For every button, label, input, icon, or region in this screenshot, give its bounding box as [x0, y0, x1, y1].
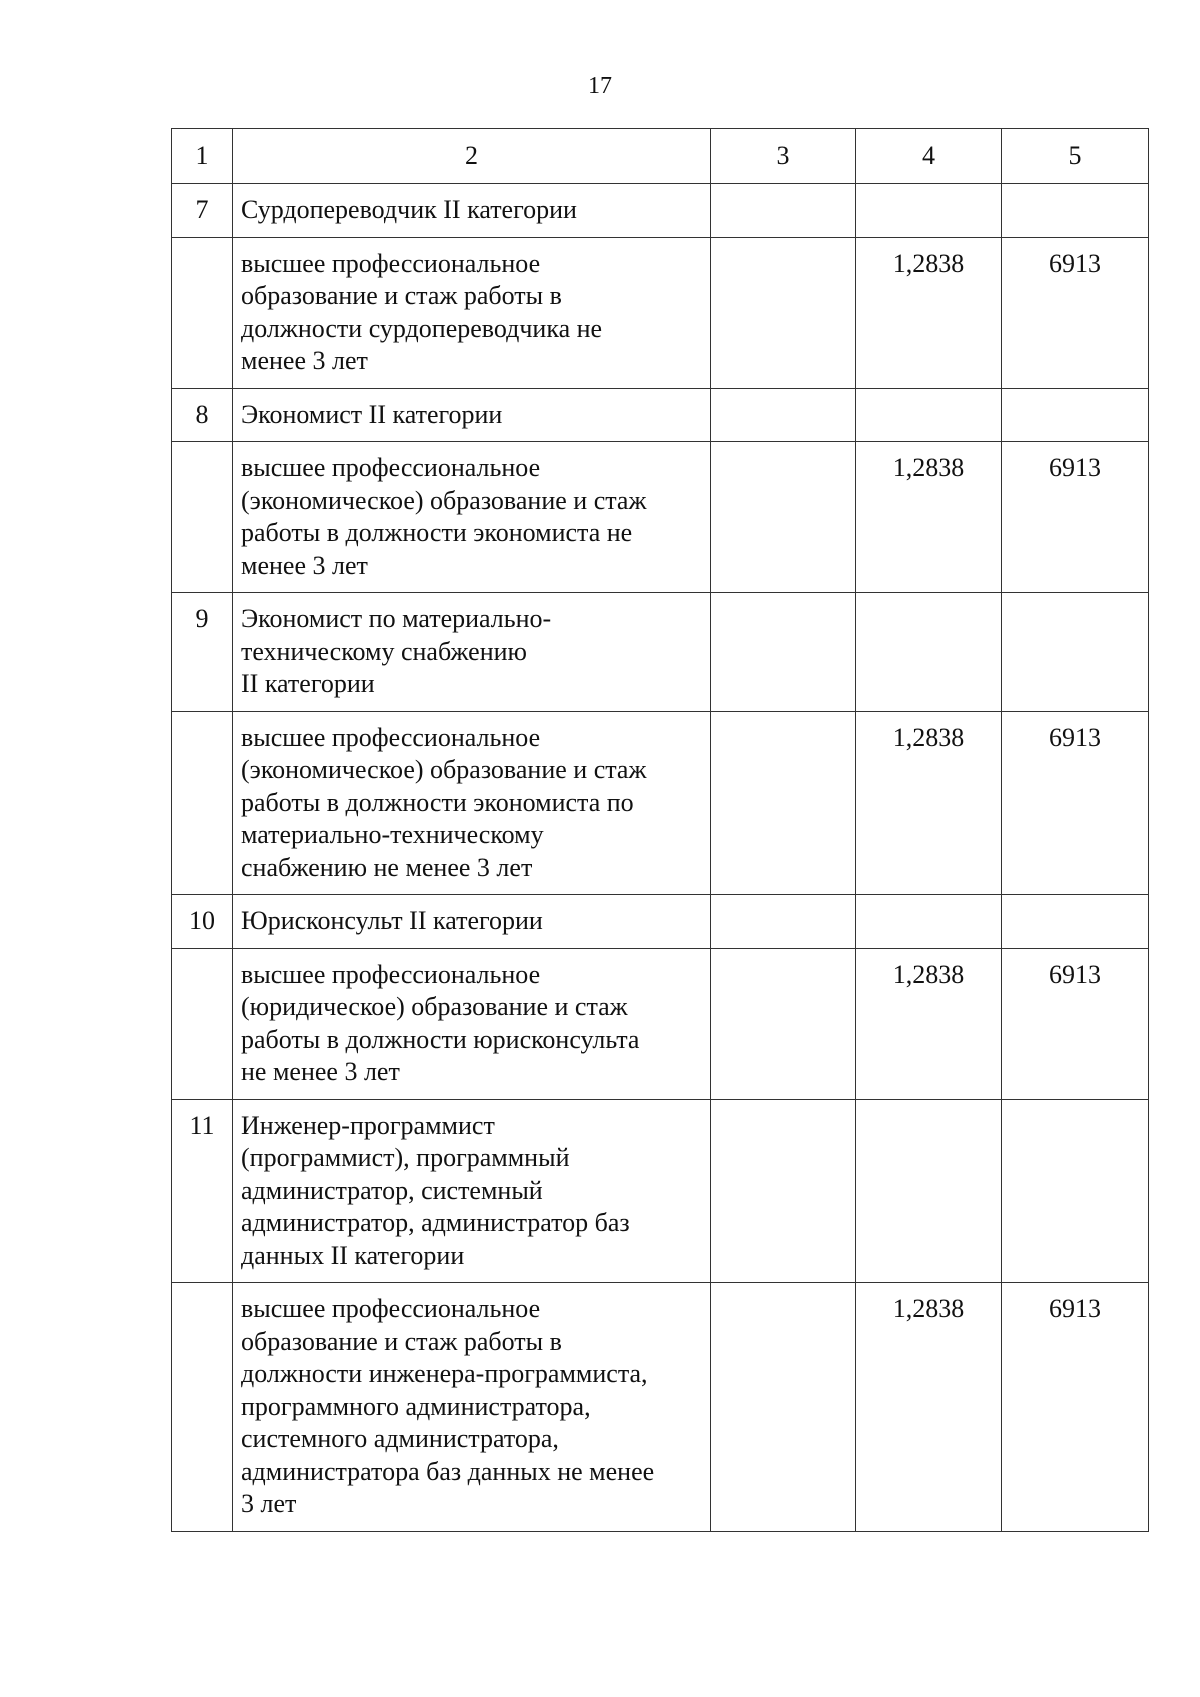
page-number: 17	[588, 73, 612, 99]
coefficient-cell: 1,2838	[856, 1283, 1002, 1532]
row-description-cell	[233, 593, 711, 712]
column-3-cell	[711, 1099, 856, 1283]
description-line: высшее профессиональное	[241, 453, 541, 482]
table-row	[172, 948, 1149, 1099]
row-number-cell	[172, 442, 233, 593]
column-3-cell	[711, 895, 856, 949]
table-row	[172, 1283, 1149, 1532]
description-line: работы в должности юрисконсульта	[241, 1024, 640, 1054]
row-number-cell: 10	[172, 895, 233, 949]
description-line: (экономическое) образование и стаж	[241, 755, 647, 784]
column-header: 4	[856, 129, 1002, 184]
description-line: администратора баз данных не менее	[241, 1456, 655, 1486]
coefficient-cell: 1,2838	[856, 237, 1002, 388]
description-line: высшее профессиональное	[241, 722, 541, 752]
row-number-cell: 8	[172, 388, 233, 442]
row-description-cell	[233, 948, 711, 1099]
description-line: Экономист по материально-	[241, 604, 552, 633]
column-3-cell	[711, 237, 856, 388]
column-3-cell	[711, 442, 856, 593]
description-line: Сурдопереводчик II категории	[241, 195, 577, 224]
description-line: снабжению не менее 3 лет	[241, 852, 533, 882]
description-line: материально-техническому	[241, 820, 544, 849]
coefficient-cell	[856, 184, 1002, 238]
description-line: системного администратора,	[241, 1424, 559, 1453]
salary-cell	[1002, 388, 1149, 442]
row-description-cell	[233, 711, 711, 895]
description-line: работы в должности экономиста не	[241, 518, 633, 547]
description-line: данных II категории	[241, 1240, 465, 1270]
description-line: (экономическое) образование и стаж	[241, 485, 647, 515]
salary-cell: 6913	[1002, 711, 1149, 895]
row-number-cell: 11	[172, 1099, 233, 1283]
salary-cell: 6913	[1002, 237, 1149, 388]
description-line: высшее профессиональное	[241, 248, 541, 278]
description-line: работы в должности экономиста по	[241, 787, 634, 817]
description-line: менее 3 лет	[241, 550, 368, 580]
salary-cell: 6913	[1002, 948, 1149, 1099]
table-row	[172, 442, 1149, 593]
description-line: высшее профессиональное	[241, 1294, 541, 1323]
column-3-cell	[711, 184, 856, 238]
column-header: 5	[1002, 129, 1149, 184]
table-row	[172, 711, 1149, 895]
column-3-cell	[711, 711, 856, 895]
salary-cell: 6913	[1002, 442, 1149, 593]
table-row	[172, 593, 1149, 712]
coefficient-cell: 1,2838	[856, 442, 1002, 593]
description-line: (юридическое) образование и стаж	[241, 992, 628, 1021]
description-line: должности инженера-программиста,	[241, 1359, 648, 1388]
salary-cell	[1002, 184, 1149, 238]
description-line: 3 лет	[241, 1489, 297, 1518]
table-row	[172, 184, 1149, 238]
table-row	[172, 1099, 1149, 1283]
description-line: менее 3 лет	[241, 346, 368, 375]
table-header-row	[172, 129, 1149, 184]
salary-cell	[1002, 1099, 1149, 1283]
column-header: 2	[233, 129, 711, 184]
column-3-cell	[711, 388, 856, 442]
description-line: Инженер-программист	[241, 1110, 495, 1140]
row-number-cell	[172, 1283, 233, 1532]
description-line: II категории	[241, 669, 375, 698]
table-row	[172, 895, 1149, 949]
description-line: должности сурдопереводчика не	[241, 313, 603, 343]
description-line: высшее профессиональное	[241, 959, 541, 989]
coefficient-cell: 1,2838	[856, 948, 1002, 1099]
row-description-cell	[233, 895, 711, 949]
row-description-cell	[233, 442, 711, 593]
column-3-cell	[711, 948, 856, 1099]
description-line: образование и стаж работы в	[241, 1326, 562, 1356]
coefficient-cell	[856, 1099, 1002, 1283]
column-header: 1	[172, 129, 233, 184]
description-line: не менее 3 лет	[241, 1057, 400, 1086]
row-number-cell	[172, 948, 233, 1099]
row-description-cell	[233, 1283, 711, 1532]
table-row	[172, 237, 1149, 388]
coefficient-cell	[856, 388, 1002, 442]
table-row	[172, 388, 1149, 442]
description-line: техническому снабжению	[241, 636, 527, 666]
description-line: администратор, системный	[241, 1175, 543, 1205]
row-number-cell: 9	[172, 593, 233, 712]
description-line: (программист), программный	[241, 1143, 570, 1172]
row-description-cell	[233, 388, 711, 442]
salary-cell	[1002, 593, 1149, 712]
salary-cell: 6913	[1002, 1283, 1149, 1532]
row-number-cell	[172, 711, 233, 895]
description-line: администратор, администратор баз	[241, 1208, 630, 1237]
row-number-cell	[172, 237, 233, 388]
description-line: Юрисконсульт II категории	[241, 906, 543, 935]
coefficient-cell: 1,2838	[856, 711, 1002, 895]
row-description-cell	[233, 237, 711, 388]
column-3-cell	[711, 1283, 856, 1532]
description-line: программного администратора,	[241, 1391, 591, 1421]
positions-table	[171, 128, 1149, 1532]
salary-cell	[1002, 895, 1149, 949]
description-line: образование и стаж работы в	[241, 281, 562, 310]
column-3-cell	[711, 593, 856, 712]
coefficient-cell	[856, 895, 1002, 949]
column-header: 3	[711, 129, 856, 184]
row-description-cell	[233, 184, 711, 238]
description-line: Экономист II категории	[241, 399, 503, 429]
coefficient-cell	[856, 593, 1002, 712]
row-description-cell	[233, 1099, 711, 1283]
row-number-cell: 7	[172, 184, 233, 238]
table-body	[172, 129, 1149, 1532]
